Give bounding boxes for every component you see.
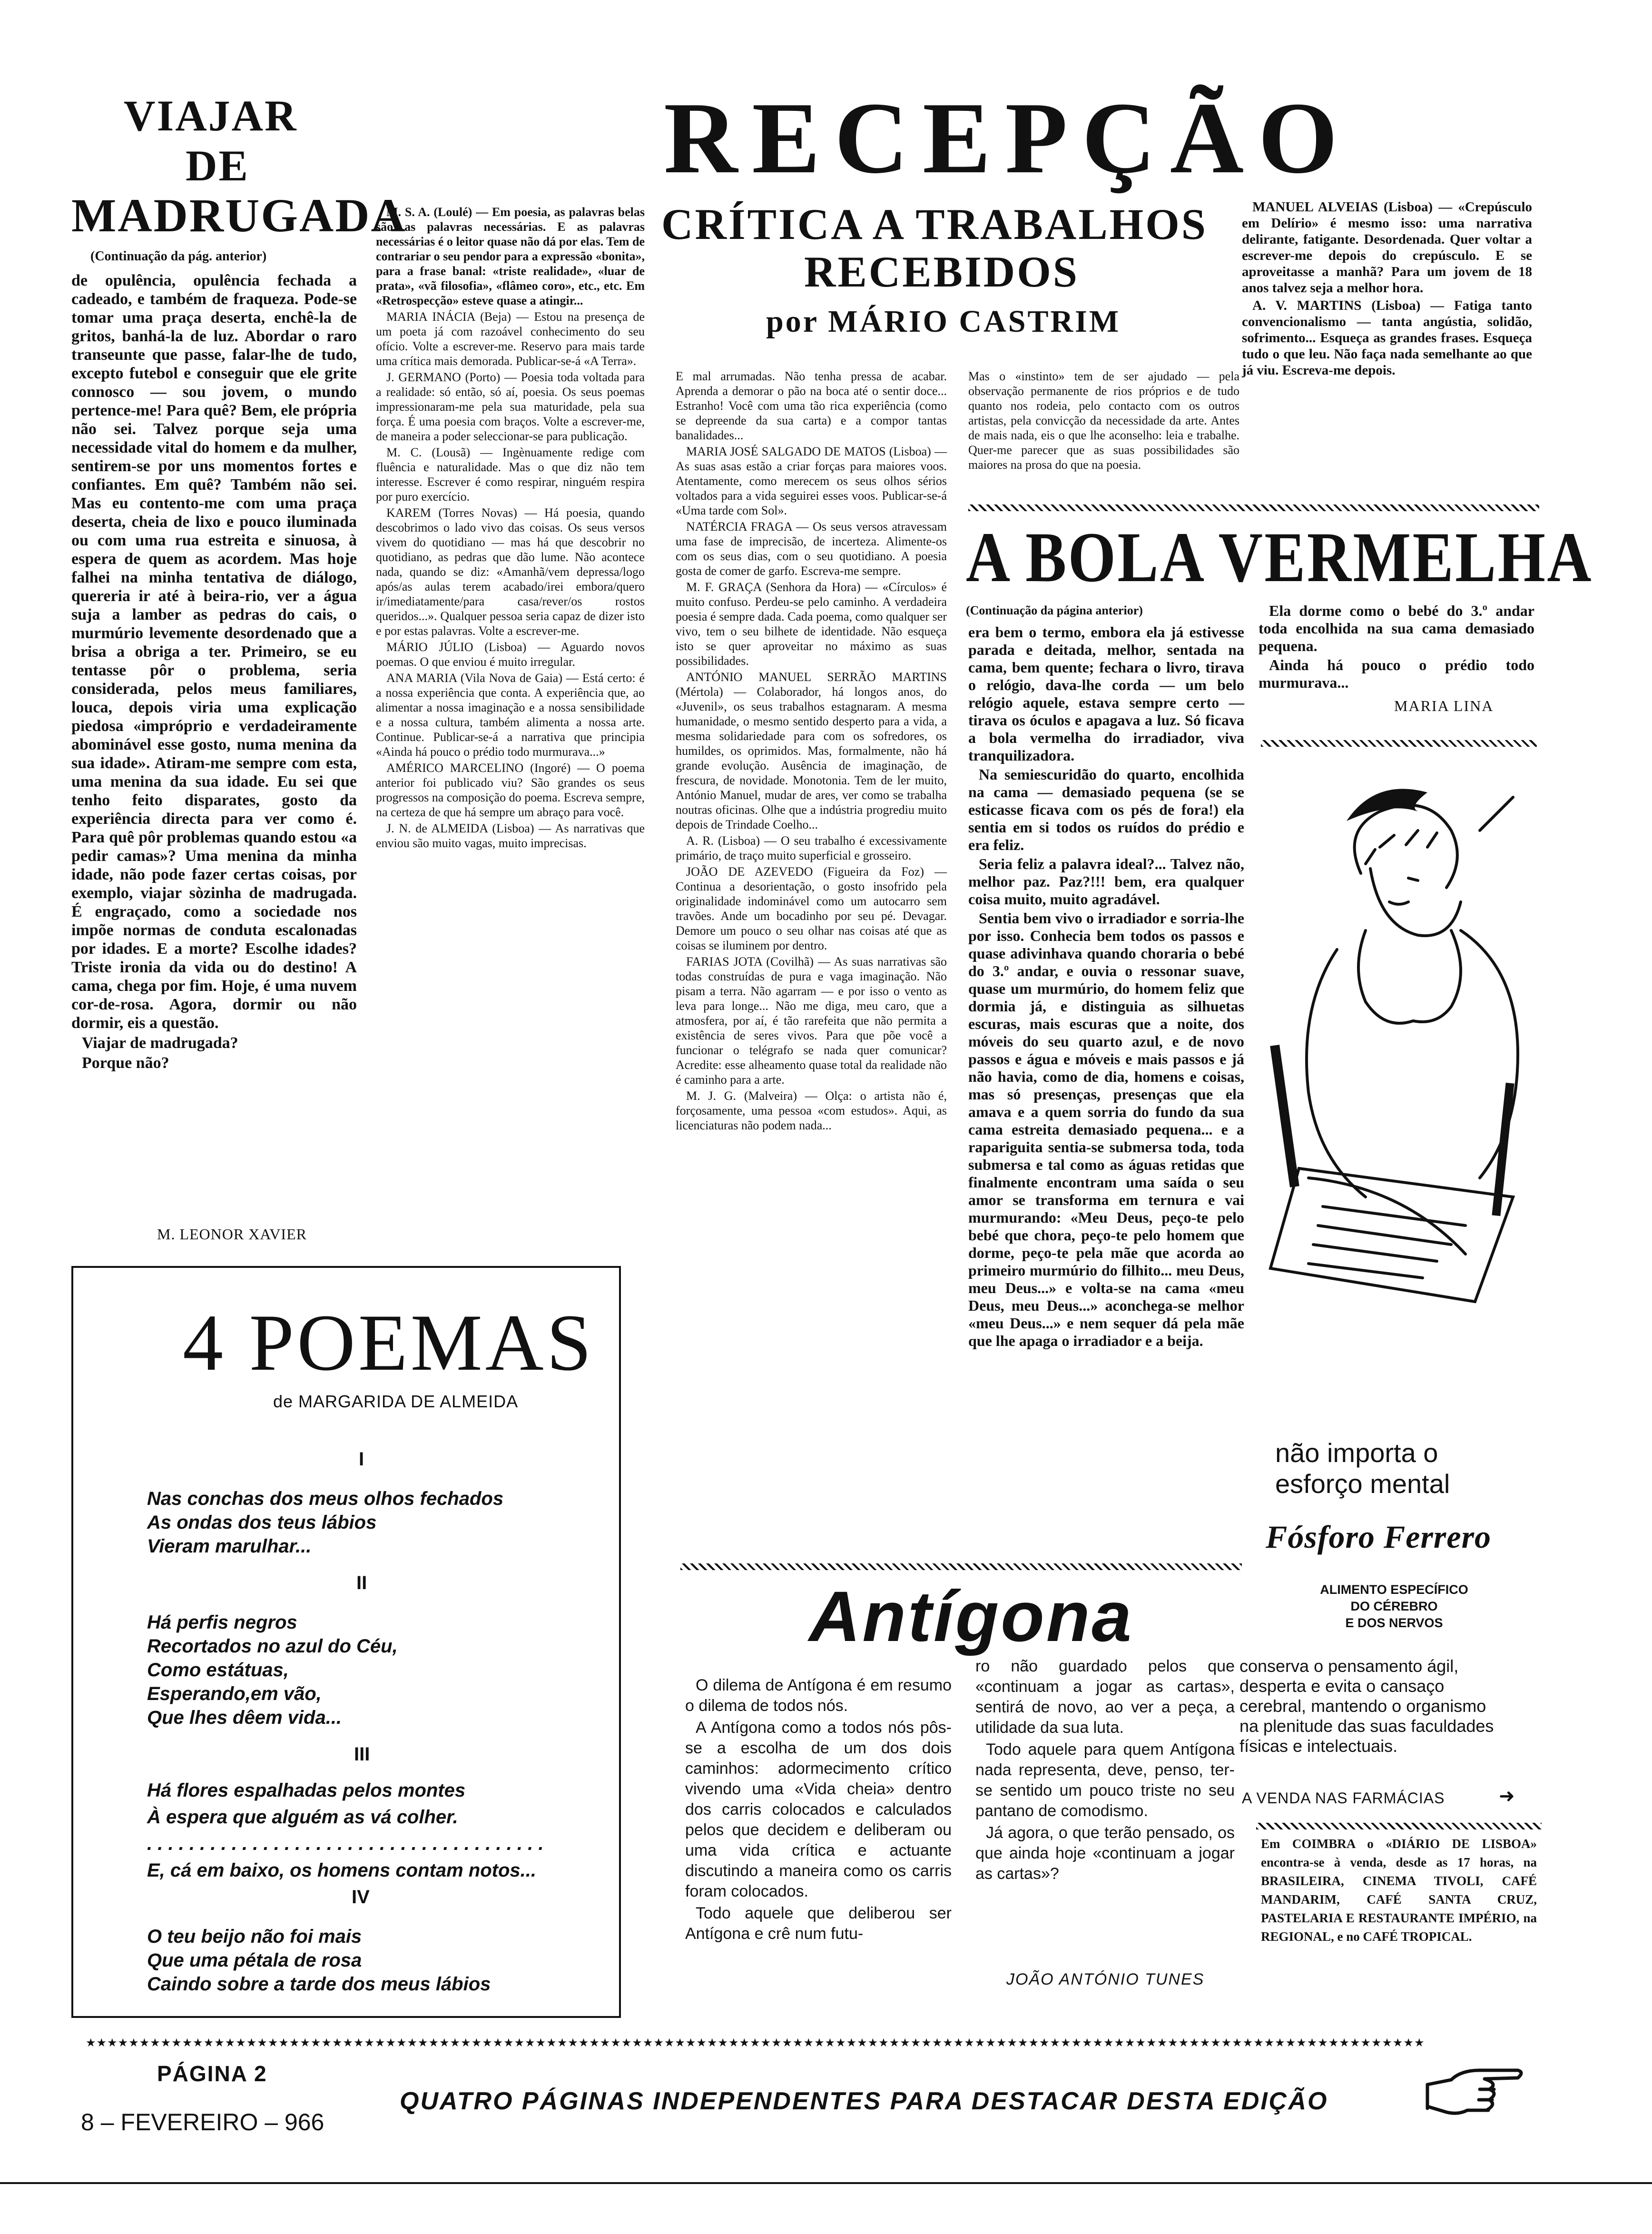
recepcao-entry: AMÉRICO MARCELINO (Ingoré) — O poema anterior foi publicado viu? São grandes os seus progressos na composição do poema. Escreva sempre, na certeza de que há sempre um abraço para você. (376, 761, 645, 819)
divider (968, 504, 1539, 511)
recepcao-subtitle-line2: RECEBIDOS (804, 247, 1079, 296)
poem-number: II (356, 1572, 367, 1593)
antigona-paragraph: O dilema de Antígona é em resumo o dilema de todos nós. (685, 1676, 952, 1715)
bola-paragraph: Sentia bem vivo o irradiador e sorria-lhe por isso. Conhecia bem todos os passos e quase adivinhava quando choraria o bebé do 3.º andar, e ouvia o ressonar suave, quase um murmúrio, do homem feliz que dormia já, e distinguia as silhuetas escuras, mais escuras que a noite, dos móveis do seu quarto azul, e de novo passos e água e móveis e mais passos e já não havia, como de dia, homens e coisas, mas só presenças, presenças que ela amava e a quem sorria do fundo da sua cama estreita demasiado pequena... e a rapariguita sentia-se submersa toda, toda submersa e tal como as águas retidas que finalmente encontram uma saída o seu amor se transforma em ternura e vai murmurando: «Meu Deus, peço-te pelo bebé que chora, peço-te pelo homem que dorme, peço-te pela mãe que acorda ao primeiro murmúrio do filhito... meu Deus, meu Deus...» e volta-se na cama «meu Deus, meu Deus...» aconchega-se melhor «meu Deus...» e nem sequer dá pela mãe que lhe apaga o irradiador e a beija. (968, 909, 1244, 1349)
viajar-title-line1: VIAJAR (124, 91, 298, 140)
page-number: PÁGINA 2 (157, 2061, 267, 2086)
thinking-man-illustration (1251, 750, 1537, 1437)
recepcao-entry: M. J. G. (Malveira) — Olça: o artista não é, forçosamente, uma pessoa «com estudos». Aqui, as licenciaturas não podem nada... (676, 1089, 947, 1132)
recepcao-entry: M. S. A. (Loulé) — Em poesia, as palavras belas são as palavras necessárias. E as palavras necessárias é o leitor quase não dá por elas. Tem de contrariar o seu pendor para a expressão «bonita», para a frase banal: «triste realidade», «luar de prata», «vã filosofia», «flâmeo coro», etc., etc. Em «Retrospecção» esteve quase a atingir... (376, 205, 645, 307)
poem-line: Há flores espalhadas pelos montes (147, 1780, 466, 1801)
viajar-continued: (Continuação da pág. anterior) (90, 249, 267, 264)
recepcao-entry: FARIAS JOTA (Covilhã) — As suas narrativas são todas construídas de pura e vaga imaginação. Não pisam a terra. Não agarram — e por isso o vento as leva para longe... Não me diga, meu caro, que a atmosfera, por aí, é tão rarefeita que não permita a existência de seres vivos. Para que põe você a funcionar o telégrafo se nada quer comunicar? Acredite: esse alheamento quase total da realidade não é caminho para a arte. (676, 955, 947, 1087)
recepcao-entry: M. F. GRAÇA (Senhora da Hora) — «Círculos» é muito confuso. Perdeu-se pelo caminho. A verdadeira poesia é sempre dada. Cada poema, como qualquer ser vivo, tem o seu bilhete de identidade. Não esqueça isto se quer aproveitar no máximo as suas possibilidades. (676, 580, 947, 668)
pointing-hand-icon-svg (1423, 2056, 1527, 2132)
divider (1261, 740, 1537, 747)
recepcao-byline: por MÁRIO CASTRIM (766, 304, 1121, 339)
recepcao-entry: A. V. MARTINS (Lisboa) — Fatiga tanto convencionalismo — tanta angústia, solidão, sofrimento... Esqueça as grandes frases. Esqueça tudo o que leu. Não faça nada semelhante ao que já viu. Escreva-me depois. (1242, 298, 1532, 378)
ad-sale-line: A VENDA NAS FARMÁCIAS (1242, 1789, 1445, 1807)
bola-paragraph: era bem o termo, embora ela já estivesse parada e deitada, melhor, sentada na cama, bem quente; fechara o livro, tirava o relógio, dava-lhe corda — um belo relógio aquele, estava sempre certo — tirava os óculos e apagava a luz. Só ficava a bola vermelha do irradiador, viva tranquilizadora. (968, 623, 1244, 764)
recepcao-entry: M. C. (Lousã) — Ingènuamente redige com fluência e naturalidade. Mas o que diz não tem interesse. Escrever é como respirar, ninguém respira por puro exercício. (376, 445, 645, 504)
star-border: ★★★★★★★★★★★★★★★★★★★★★★★★★★★★★★★★★★★★★★★★★★★★★★★★★★★★★★★★★★★★★★★★★★★★★★★★★★★★★★★★★★★★★★★★★★★★★★★★★★★★★★★★★★★★★★★★★★★★★★★★★★★★★ (86, 2036, 1425, 2048)
antigona-column-1 (685, 1675, 952, 1946)
poem-number: III (354, 1744, 370, 1765)
bottom-rule (0, 2182, 1652, 2184)
viajar-title-line2: DE (186, 141, 249, 190)
recepcao-column-2 (676, 369, 947, 1134)
bola-paragraph: Ainda há pouco o prédio todo murmurava... (1259, 656, 1534, 691)
viajar-paragraph: Viajar de madrugada? (82, 1034, 238, 1052)
recepcao-entry: JOÃO DE AZEVEDO (Figueira da Foz) — Continua a desorientação, o gosto insofrido pela originalidade indominável como um autocarro sem travões. Ande um bocadinho por seu pé. Devagar. Demore um pouco o seu olhar nas coisas até que as coisas se iluminem por dentro. (676, 865, 947, 952)
poem-text (147, 1611, 398, 1730)
antigona-column-2 (975, 1656, 1235, 1886)
poem-text (147, 1487, 503, 1558)
divider (1256, 1823, 1542, 1829)
antigona-paragraph: ro não guardado pelos que «continuam a jogar as cartas», sentirá de novo, ao ver a peça, a utilidade da sua luta. (975, 1657, 1235, 1737)
poem-text (147, 1777, 544, 1884)
viajar-author: M. LEONOR XAVIER (157, 1226, 307, 1243)
poem-line: Há perfis negros (147, 1612, 297, 1633)
poem-line: À espera que alguém as vá colher. (147, 1807, 458, 1828)
recepcao-entry: E mal arrumadas. Não tenha pressa de acabar. Aprenda a demorar o pão na boca até o sentir doce... Estranho! Você com uma tão rica experiência (como se depreende da sua carta) e a compor tantas banalidades... (676, 369, 947, 442)
poem-line: O teu beijo não foi mais (147, 1926, 362, 1947)
ad-sale-arrow-icon: ➜ (1499, 1785, 1515, 1807)
viajar-paragraph: de opulência, opulência fechada a cadeado, e também de fraqueza. Pode-se tomar uma praça deserta, enchê-la de gritos, banhá-la de luz. Abordar o raro transeunte que passe, falar-lhe de tudo, excepto futebol e conseguir que ele grite connosco — sou jovem, o mundo pertence-me! Para quê? Bem, ele própria não sei. Talvez porque seja uma necessidade vital do homem e da mulher, sentirem-se por uns momentos fortes e confiantes. Em quê? Também não sei. Mas eu contento-me com uma praça deserta, cheia de lixo e pouco iluminada ou com uma rua estreita e sinuosa, à espera de quem as acordem. Mas hoje falhei na minha tentativa de diálogo, quereria ir até à beira-rio, ver a água suja a lamber as pedras do cais, o murmúrio levemente desordenado que a brisa a obriga a ter. Primeiro, se eu tentasse pôr o problema, seria considerada, pelos meus familiares, louca, depois viria uma explicação piedosa «impróprio e verdadeiramente abominável esse gosto, numa menina da sua idade». Atiram-me sempre com esta, uma menina da sua idade. Eu sei que tenho feito disparates, gosto da experiência directa para ver como é. Para quê pôr problemas quando estou «a pedir camas»? Uma menina da minha idade, não pode fazer certas coisas, por exemplo, viajar sòzinha de madrugada. É engraçado, como a sociedade nos impõe normas de conduta escalonadas por idades. E a morte? Escolhe idades? Triste ironia da vida ou do destino! A cama, chega por fim. Hoje, é uma nuvem cor-de-rosa. Agora, dormir ou não dormir, eis a questão. (71, 272, 357, 1032)
poemas-author: de MARGARIDA DE ALMEIDA (273, 1392, 519, 1411)
ad-caption-line2: esforço mental (1275, 1469, 1450, 1499)
recepcao-entry: MARIA INÁCIA (Beja) — Estou na presença de um poeta já com razoável conhecimento do seu ofício. Volte a escrever-me. Reservo para mais tarde uma crítica mais demorada. Publicar-se-á «A Terra». (376, 310, 645, 368)
recepcao-entry: ANA MARIA (Vila Nova de Gaia) — Está certo: é a nossa experiência que conta. A experiência que, ao alimentar a nossa imaginação e a nossa sensibilidade e a nossa cultura, também alimenta a nossa arte. Continue. Publicar-se-á a narrativa que principia «Ainda há pouco o prédio todo murmurava...» (376, 671, 645, 759)
viajar-paragraph: Porque não? (82, 1054, 169, 1072)
poem-line: Como estátuas, (147, 1660, 289, 1680)
recepcao-entry: J. N. de ALMEIDA (Lisboa) — As narrativas que enviou são muito vagas, muito imprecisas. (376, 821, 645, 850)
bola-paragraph: Ela dorme como o bebé do 3.º andar toda encolhida na sua cama demasiado pequena. (1259, 602, 1534, 654)
poem-line: Que lhes dêem vida... (147, 1707, 342, 1728)
poem-number: IV (352, 1887, 370, 1908)
antigona-paragraph: A Antígona como a todos nós pôs-se a escolha de um dos dois caminhos: adormecimento crítico vivendo uma «Vida cheia» dentro dos carris colocados e calculados pelos que decidem e deliberam ou uma vida crítica e actuante discutindo a maneira como os carris foram colocados. (685, 1719, 952, 1900)
recepcao-entry: A. R. (Lisboa) — O seu trabalho é excessivamente primário, de traço muito superficial e grosseiro. (676, 834, 947, 862)
antigona-paragraph: Todo aquele que deliberou ser Antígona e crê num futu- (685, 1904, 952, 1943)
bola-column-2 (1259, 602, 1534, 693)
thinking-man-drawing (1251, 750, 1537, 1437)
bola-paragraph: Na semiescuridão do quarto, encolhida na cama — demasiado pequena (se se esticasse ficava com os pés de fora!) ela sentia em si todos os ruídos do prédio e era feliz. (968, 766, 1244, 853)
ad-caption-line1: não importa o (1275, 1438, 1438, 1468)
poem-line: Nas conchas dos meus olhos fechados (147, 1488, 504, 1509)
recepcao-entry: MARIA JOSÉ SALGADO DE MATOS (Lisboa) — As suas asas estão a criar forças para maiores voos. Atentamente, como merecem os seus olhos sérios voltados para a vida seguirei esses voos. Publicar-se-á «Uma tarde com Sol». (676, 445, 947, 517)
antigona-paragraph: Já agora, o que terão pensado, os que ainda hoje «continuam a jogar as cartas»? (975, 1824, 1235, 1883)
bola-column-1 (968, 623, 1244, 1351)
poem-line: E, cá em baixo, os homens contam notos... (147, 1860, 536, 1881)
viajar-body (71, 271, 357, 1074)
recepcao-column-3 (968, 369, 1239, 474)
recepcao-entry: MANUEL ALVEIAS (Lisboa) — «Crepúsculo em Delírio» é mesmo isso: uma narrativa delirante, fatigante. Desordenada. Quer voltar a escrever-me depois do crepúsculo. E se aproveitasse a manhã? Para um jovem de 18 anos talvez seja a melhor hora. (1242, 199, 1532, 296)
recepcao-entry: ANTÓNIO MANUEL SERRÃO MARTINS (Mértola) — Colaborador, há longos anos, do «Juvenil», os seus trabalhos estagnaram. A mesma humanidade, o mesmo sentido desperto para a vida, a mesma solidariedade para com os sofredores, os humildes, os oprimidos. Mas, formalmente, não há grande evolução. Ausência de imaginação, de frescura, de novidade. Monotonia. Tem de ler muito, António Manuel, mudar de ares, ver como se trabalha noutras oficinas. Olhe que a indústria progrediu muito depois de Trindade Coelho... (676, 670, 947, 831)
poem-line: Esperando,em vão, (147, 1683, 322, 1704)
recepcao-entry: MÁRIO JÚLIO (Lisboa) — Aguardo novos poemas. O que enviou é muito irregular. (376, 640, 645, 669)
poem-line: Recortados no azul do Céu, (147, 1636, 398, 1657)
antigona-title: Antígona (809, 1576, 1133, 1656)
ad-tagline-line3: E DOS NERVOS (1345, 1616, 1443, 1630)
recepcao-entry: NATÉRCIA FRAGA — Os seus versos atravessam uma fase de imprecisão, de incerteza. Alimente-os com os seus dias, com o seu quotidiano. A poesia gosta de comer de garfo. Escreva-me sempre. (676, 520, 947, 578)
bola-continued: (Continuação da página anterior) (966, 603, 1143, 617)
poem-line: Que uma pétala de rosa (147, 1950, 362, 1971)
ad-tagline-line2: DO CÉREBRO (1350, 1599, 1438, 1613)
recepcao-entry: J. GERMANO (Porto) — Poesia toda voltada para a realidade: só então, só aí, poesia. Os seus poemas impressionaram-me pela sua maturidade, pela sua força. É uma poesia com braços. Volte a escrever-me, de maneira a poder seleccionar-se para publicação. (376, 370, 645, 443)
poem-text (147, 1925, 491, 1996)
recepcao-subtitle-line1: CRÍTICA A TRABALHOS (661, 200, 1208, 248)
recepcao-title: RECEPÇÃO (664, 81, 1352, 195)
poem-line: Vieram marulhar... (147, 1536, 312, 1557)
ferrero-brand-logo: Fósforo Ferrero (1266, 1519, 1492, 1555)
viajar-title-line3: MADRUGADA (71, 189, 407, 242)
poem-line: Caindo sobre a tarde dos meus lábios (147, 1974, 491, 1995)
poem-number: I (359, 1449, 364, 1470)
antigona-paragraph: Todo aquele para quem Antígona nada representa, deve, penso, ter-se sentido um pouco triste no seu pantano de comodismo. (975, 1740, 1235, 1820)
poem-line: As ondas dos teus lábios (147, 1512, 377, 1533)
ad-tagline-line1: ALIMENTO ESPECÍFICO (1320, 1582, 1468, 1597)
antigona-author: JOÃO ANTÓNIO TUNES (1006, 1970, 1205, 1988)
poemas-title: 4 POEMAS (183, 1298, 595, 1387)
recepcao-column-4 (1242, 199, 1532, 380)
pointing-hand-icon (1423, 2056, 1527, 2132)
recepcao-entry: Mas o «instinto» tem de ser ajudado — pela observação permanente de rios próprios e de tudo quanto nos rodeia, pelo contacto com os outros artistas, pela convicção da necessidade da arte. Antes de mais nada, eis o que lhe aconselho: leia e trabalhe. Quer-me parecer que as suas possibilidades são maiores na prosa do que na poesia. (968, 369, 1239, 472)
recepcao-entry: KAREM (Torres Novas) — Há poesia, quando descobrimos o lado vivo das coisas. Os seus versos vivem do quotidiano — mas há que descobrir no quotidiano, as pedras que dão lume. Não acontece nada, quando se diz: «Amanhã/vem depressa/logo após/as aulas terem acabado/irei embora/quero ir/imediatamente/para casa/rever/os rostos queridos...». Qualquer pessoa seria capaz de dizer isto e por estas palavras. Volte a escrever-me. (376, 506, 645, 638)
bola-author: MARIA LINA (1394, 697, 1494, 714)
recepcao-column-1 (376, 205, 645, 852)
footer-banner: QUATRO PÁGINAS INDEPENDENTES PARA DESTACAR DESTA EDIÇÃO (400, 2087, 1328, 2115)
poem-line: . . . . . . . . . . . . . . . . . . . . . . . . . . . . . . . . . . . . . . (147, 1833, 544, 1854)
poemas-box (71, 1266, 621, 2018)
edition-date: 8 – FEVEREIRO – 966 (81, 2109, 324, 2135)
divider (680, 1563, 1242, 1570)
bola-paragraph: Seria feliz a palavra ideal?... Talvez não, melhor paz. Paz?!!! bem, era qualquer coisa muito, muito agradável. (968, 855, 1244, 908)
bola-title: A BOLA VERMELHA (966, 518, 1593, 597)
coimbra-note: Em COIMBRA o «DIÁRIO DE LISBOA» encontra-se à venda, desde as 17 horas, na BRASILEIRA, CINEMA TIVOLI, CAFÉ MANDARIM, CAFÉ SANTA CRUZ, PASTELARIA E RESTAURANTE IMPÉRIO, na REGIONAL, e no CAFÉ TROPICAL. (1261, 1837, 1537, 1944)
ad-body: conserva o pensamento ágil, desperta e evita o cansaço cerebral, mantendo o organismo na plenitude das suas faculdades físicas e intelectuais. (1239, 1656, 1494, 1756)
